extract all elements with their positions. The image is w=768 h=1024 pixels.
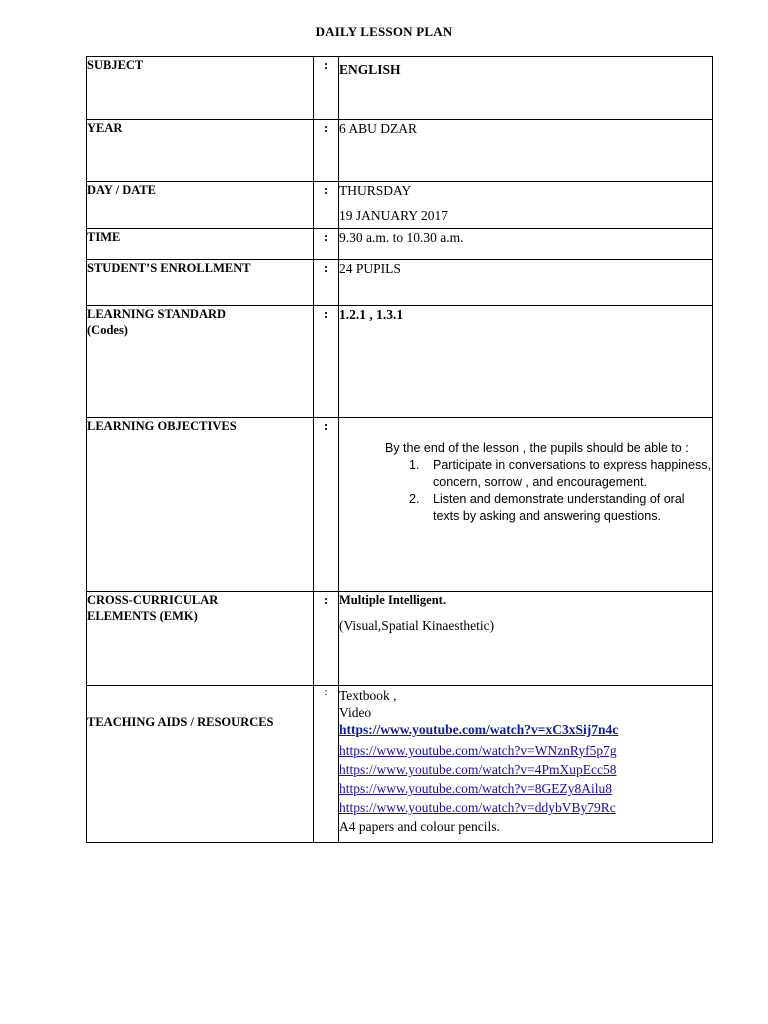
- day-date-value: [339, 182, 713, 229]
- video-link[interactable]: https://www.youtube.com/watch?v=8GEZy8Ailu8: [339, 781, 612, 796]
- video-link[interactable]: https://www.youtube.com/watch?v=WNznRyf5p7g: [339, 743, 617, 758]
- objectives-intro: By the end of the lesson , the pupils should be able to :: [385, 441, 689, 455]
- day-value: THURSDAY: [339, 183, 412, 198]
- subject-label: SUBJECT: [87, 57, 314, 120]
- aid-video: Video: [339, 705, 372, 720]
- row-learning-objectives: [87, 418, 713, 592]
- cross-curricular-value: [339, 592, 713, 686]
- time-label: TIME: [87, 229, 314, 260]
- row-subject: [87, 57, 713, 120]
- row-day-date: [87, 182, 713, 229]
- year-label: YEAR: [87, 120, 314, 182]
- enrollment-label: STUDENT’S ENROLLMENT: [87, 260, 314, 306]
- subject-value: ENGLISH: [339, 57, 713, 120]
- cross-curricular-detail: (Visual,Spatial Kinaesthetic): [339, 618, 495, 633]
- cross-curricular-label: [87, 592, 314, 686]
- separator: :: [314, 229, 339, 260]
- row-time: [87, 229, 713, 260]
- objectives-list: [339, 457, 712, 525]
- aid-textbook: Textbook ,: [339, 688, 397, 703]
- date-value: 19 JANUARY 2017: [339, 208, 449, 223]
- separator: :: [314, 57, 339, 120]
- separator: :: [314, 260, 339, 306]
- lesson-plan-table: [86, 56, 713, 843]
- row-cross-curricular: [87, 592, 713, 686]
- learning-standard-label-line1: LEARNING STANDARD: [87, 307, 227, 321]
- teaching-aids-label: TEACHING AIDS / RESOURCES: [87, 686, 314, 843]
- cross-curricular-label-line1: CROSS-CURRICULAR: [87, 593, 219, 607]
- cross-curricular-label-line2: ELEMENTS (EMK): [87, 609, 198, 623]
- separator: :: [314, 592, 339, 686]
- separator: :: [314, 686, 339, 843]
- learning-standard-label: [87, 306, 314, 418]
- learning-objectives-value: [339, 418, 713, 592]
- row-learning-standard: [87, 306, 713, 418]
- list-item-number: 2.: [409, 492, 420, 506]
- year-value: 6 ABU DZAR: [339, 120, 713, 182]
- list-item-text: Participate in conversations to express happiness, concern, sorrow , and encouragement.: [433, 458, 711, 489]
- time-value: 9.30 a.m. to 10.30 a.m.: [339, 229, 713, 260]
- list-item: [339, 491, 712, 525]
- teaching-aids-value: [339, 686, 713, 843]
- separator: :: [314, 182, 339, 229]
- video-link[interactable]: https://www.youtube.com/watch?v=ddybVBy79Rc: [339, 800, 616, 815]
- primary-video-link[interactable]: https://www.youtube.com/watch?v=xC3xSij7n4c: [339, 722, 619, 737]
- separator: :: [314, 306, 339, 418]
- learning-objectives-label: LEARNING OBJECTIVES: [87, 418, 314, 592]
- row-year: [87, 120, 713, 182]
- enrollment-value: 24 PUPILS: [339, 260, 713, 306]
- day-date-label: DAY / DATE: [87, 182, 314, 229]
- cross-curricular-title: Multiple Intelligent.: [339, 593, 446, 607]
- list-item-text: Listen and demonstrate understanding of oral texts by asking and answering questions.: [433, 492, 685, 523]
- video-link[interactable]: https://www.youtube.com/watch?v=4PmXupEcc58: [339, 762, 617, 777]
- row-enrollment: [87, 260, 713, 306]
- separator: :: [314, 120, 339, 182]
- row-teaching-aids: [87, 686, 713, 843]
- learning-standard-label-line2: (Codes): [87, 323, 128, 337]
- aid-papers: A4 papers and colour pencils.: [339, 819, 500, 834]
- learning-standard-value: 1.2.1 , 1.3.1: [339, 306, 713, 418]
- separator: :: [314, 418, 339, 592]
- page-title: DAILY LESSON PLAN: [315, 24, 453, 39]
- list-item-number: 1.: [409, 458, 420, 472]
- list-item: [339, 457, 712, 491]
